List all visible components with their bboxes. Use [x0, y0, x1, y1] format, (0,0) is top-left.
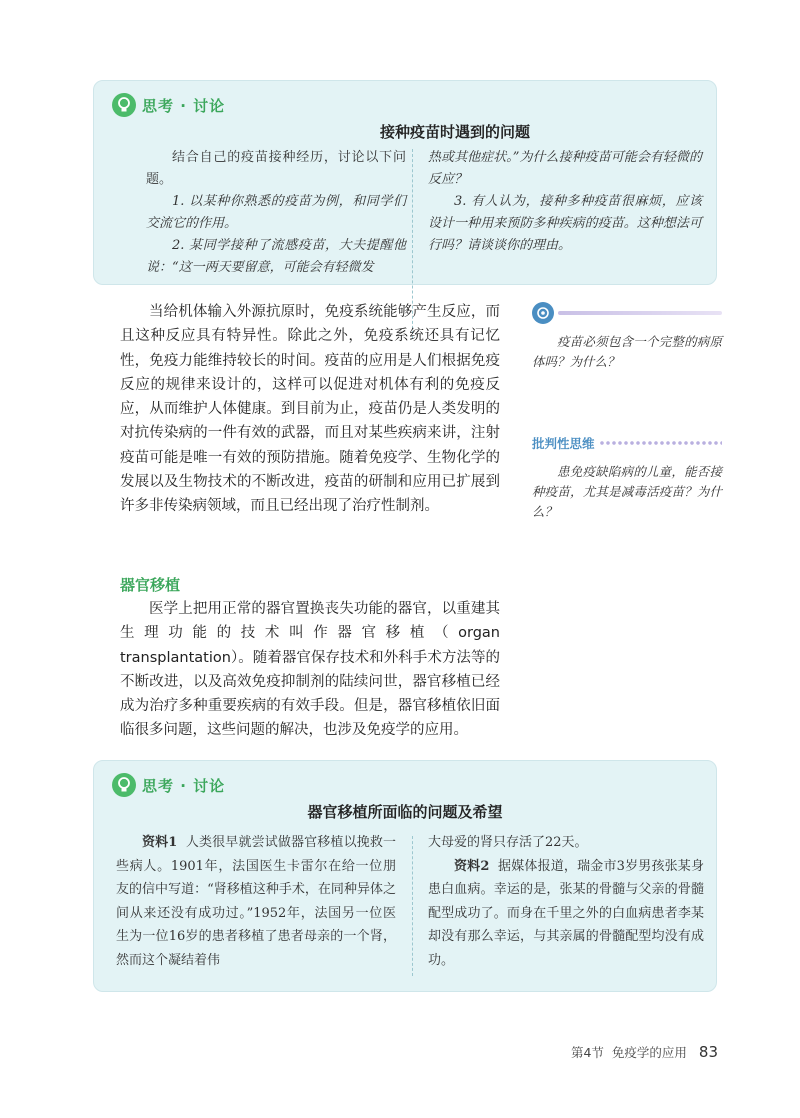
page-number: 83 [698, 1043, 718, 1061]
reference-1 [116, 831, 396, 972]
decorative-dots [599, 440, 722, 446]
think-discuss-badge [112, 93, 225, 117]
reference-text: 据媒体报道，瑞金市3岁男孩张某身患白血病。幸运的是，张某的骨髓与父亲的骨髓配型成功了。而身在千里之外的白血病患者李某却没有那么幸运，与其亲属的骨髓配型均没有成功。 [428, 858, 704, 968]
box-right-column [428, 831, 704, 972]
badge-label: 思考 · 讨论 [142, 96, 226, 115]
box-right-column [428, 147, 702, 257]
reference-label: 资料2 [454, 858, 490, 874]
box-title: 器官移植所面临的问题及希望 [307, 803, 503, 821]
column-divider [412, 836, 413, 976]
reference-text: 人类很早就尝试做器官移植以挽救一些病人。1901年，法国医生卡雷尔在给一位朋友的信中写道：“肾移植这种手术，在同种异体之间从来还没有成功过。”1952年，法国另一位医生为一位16岁的患者移植了患者母亲的一个肾，然而这个凝结着伟 [116, 835, 396, 968]
footer-section: 第4节 [570, 1045, 604, 1060]
paragraph: 2. 某同学接种了流感疫苗，大夫提醒他说：“这一两天要留意，可能会有轻微发 [146, 238, 406, 275]
body-text-vaccine [120, 300, 500, 519]
side-text: 患免疫缺陷病的儿童，能否接种疫苗，尤其是减毒活疫苗？为什么？ [532, 464, 722, 519]
box-title: 接种疫苗时遇到的问题 [379, 123, 530, 141]
side-question [532, 300, 722, 372]
think-discuss-badge [112, 773, 225, 797]
think-discuss-box-vaccine [93, 80, 717, 285]
question-icon [532, 302, 554, 324]
paragraph: 当给机体输入外源抗原时，免疫系统能够产生反应，而且这种反应具有特异性。除此之外，免疫系统还具有记忆性，免疫力能维持较长的时间。疫苗的应用是人们根据免疫反应的规律来设计的，这样可以促进对机体有利的免疫反应，从而维护人体健康。到目前为止，疫苗仍是人类发明的对抗传染病的一件有效的武器，而且对某些疾病来讲，注射疫苗可能是唯一有效的预防措施。随着免疫学、生物化学的发展以及生物技术的不断改进，疫苗的研制和应用已扩展到许多非传染病领域，而且已经出现了治疗性制剂。 [120, 304, 500, 515]
footer-title: 免疫学的应用 [611, 1045, 687, 1060]
side-header [532, 430, 722, 456]
body-text-organ-transplant [120, 597, 500, 743]
section-heading: 器官移植 [120, 576, 181, 594]
paragraph: 1. 以某种你熟悉的疫苗为例，和同学们交流它的作用。 [146, 194, 406, 231]
lightbulb-icon [112, 773, 136, 797]
critical-thinking-note [532, 430, 722, 522]
paragraph: 3. 有人认为，接种多种疫苗很麻烦，应该设计一种用来预防多种疾病的疫苗。这种想法可行吗？请谈谈你的理由。 [428, 194, 702, 253]
side-header [532, 300, 722, 326]
decorative-line [558, 311, 722, 315]
think-discuss-box-transplant [93, 760, 717, 992]
page-footer [571, 1043, 718, 1061]
reference-2 [428, 855, 704, 973]
box-left-column [146, 147, 406, 279]
paragraph: 结合自己的疫苗接种经历，讨论以下问题。 [146, 150, 406, 187]
badge-label: 思考 · 讨论 [142, 776, 226, 795]
lightbulb-icon [112, 93, 136, 117]
paragraph: 大母爱的肾只存活了22天。 [428, 835, 588, 850]
side-text: 疫苗必须包含一个完整的病原体吗？为什么？ [532, 334, 722, 369]
critical-thinking-label: 批判性思维 [532, 436, 595, 451]
box-left-column [116, 831, 396, 972]
paragraph: 医学上把用正常的器官置换丧失功能的器官，以重建其生理功能的技术叫作器官移植（organ transplantation）。随着器官保存技术和外科手术方法等的不断改进，以及高效免疫抑制剂的陆续问世，器官移植已经成为治疗多种重要疾病的有效手段。但是，器官移植依旧面临很多问题，这些问题的解决，也涉及免疫学的应用。 [120, 601, 500, 739]
paragraph: 热或其他症状。”为什么接种疫苗可能会有轻微的反应？ [428, 150, 702, 187]
reference-label: 资料1 [142, 835, 178, 850]
